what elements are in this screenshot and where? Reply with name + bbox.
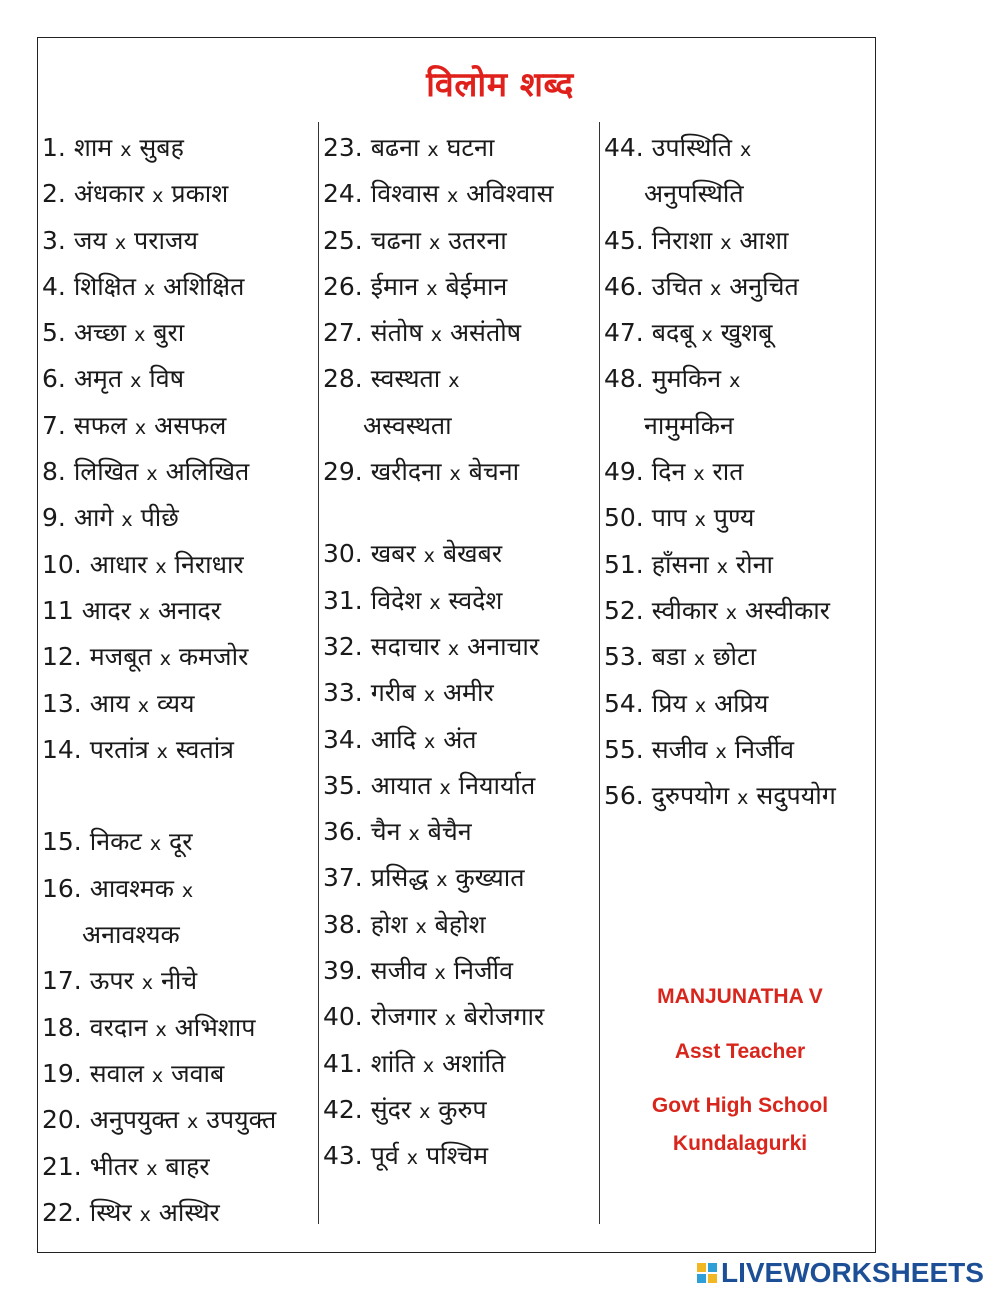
antonym: अनादर <box>157 595 221 625</box>
word: चढना <box>370 225 422 255</box>
word: आवश्मक <box>89 873 174 903</box>
word: आदि <box>370 724 417 754</box>
word-pair <box>323 855 598 901</box>
word: अमृत <box>73 364 123 394</box>
word: अनुपयुक्त <box>89 1105 180 1135</box>
pair-number: 28. <box>323 364 363 394</box>
school-name: Govt High School <box>651 1094 829 1117</box>
word-pair <box>42 1190 317 1236</box>
antonym: अनुचित <box>729 271 799 301</box>
antonym: निर्जीव <box>453 956 513 986</box>
word: शिक्षित <box>73 271 136 301</box>
opposite-separator: x <box>429 591 441 614</box>
word: पाप <box>651 503 687 533</box>
antonym: बुरा <box>153 318 185 348</box>
opposite-separator: x <box>693 648 706 671</box>
opposite-separator: x <box>139 1203 151 1226</box>
antonym: पीछे <box>140 503 179 533</box>
antonym: अभिशाप <box>174 1012 256 1042</box>
word: उचित <box>651 271 703 301</box>
antonym: स्वतांत्र <box>175 734 234 764</box>
pair-number: 29. <box>323 457 363 487</box>
antonym: बेरोजगार <box>463 1002 545 1032</box>
word: ऊपर <box>89 966 134 996</box>
pair-number: 44. <box>604 133 644 162</box>
word-pair <box>323 948 598 994</box>
word-pair-continued <box>42 912 317 958</box>
antonym: जवाब <box>171 1058 225 1088</box>
word-pair <box>323 171 598 217</box>
pair-number: 50. <box>604 503 644 533</box>
word-pair <box>42 218 317 264</box>
antonym: सुबह <box>139 133 184 162</box>
word-pair <box>323 670 598 716</box>
word-pair <box>604 264 874 310</box>
word-pair-continued <box>604 171 874 217</box>
pair-number: 47. <box>604 318 644 348</box>
antonym: सदुपयोग <box>756 781 836 811</box>
word-column-3 <box>604 125 874 819</box>
antonym: अशांति <box>442 1048 506 1078</box>
pair-number: 24. <box>323 179 363 209</box>
word: अंधकार <box>73 179 145 209</box>
spacer <box>323 495 598 531</box>
word-pair <box>604 356 874 402</box>
antonym: निर्जीव <box>734 734 794 764</box>
spacer <box>42 773 317 819</box>
opposite-separator: x <box>423 730 436 753</box>
opposite-separator: x <box>155 555 167 578</box>
opposite-separator: x <box>134 416 147 439</box>
antonym: बेहोश <box>434 909 486 939</box>
pair-number: 19. <box>42 1058 82 1088</box>
author-role: Asst Teacher <box>674 1040 806 1063</box>
word-pair <box>42 1144 317 1190</box>
column-divider <box>599 122 600 1224</box>
pair-number: 17. <box>42 966 82 996</box>
pair-number: 43. <box>323 1141 363 1171</box>
antonym: पराजय <box>134 225 198 255</box>
word-pair <box>323 624 598 670</box>
antonym: बाहर <box>165 1151 210 1181</box>
word: रोजगार <box>370 1002 437 1032</box>
antonym: कमजोर <box>178 642 249 672</box>
pair-number: 20. <box>42 1105 82 1135</box>
pair-number: 39. <box>323 956 363 986</box>
opposite-separator: x <box>134 324 146 347</box>
word: शांति <box>370 1048 415 1078</box>
watermark-text: LIVEWORKSHEETS <box>721 1257 984 1288</box>
word-pair <box>323 578 598 624</box>
word: शाम <box>73 133 113 162</box>
word-pair <box>604 125 874 171</box>
pair-number: 10. <box>42 549 82 579</box>
antonym: असफल <box>154 410 227 440</box>
opposite-separator: x <box>181 879 194 902</box>
word: आगे <box>73 503 114 533</box>
word: प्रिय <box>651 688 687 718</box>
opposite-separator: x <box>715 740 727 763</box>
opposite-separator: x <box>187 1111 199 1134</box>
opposite-separator: x <box>716 555 728 578</box>
opposite-separator: x <box>447 637 460 660</box>
opposite-separator: x <box>422 1054 435 1077</box>
pair-number: 21. <box>42 1151 82 1181</box>
word: निकट <box>89 827 142 857</box>
word-pair <box>42 1097 317 1143</box>
word: आधार <box>89 549 148 579</box>
word-pair-continued <box>323 403 598 449</box>
antonym: अविश्वास <box>466 179 554 209</box>
word-pair <box>323 994 598 1040</box>
pair-number: 41. <box>323 1048 363 1078</box>
opposite-separator: x <box>694 509 706 532</box>
antonym: दूर <box>169 827 193 857</box>
word: पूर्व <box>370 1141 399 1171</box>
word-pair <box>323 531 598 577</box>
antonym: अनावश्यक <box>82 920 180 950</box>
pair-number: 18. <box>42 1012 82 1042</box>
word: जय <box>73 225 107 255</box>
antonym: रोना <box>735 549 773 579</box>
opposite-separator: x <box>423 684 435 707</box>
word-pair <box>604 727 874 773</box>
word-pair <box>42 958 317 1004</box>
antonym: अमीर <box>442 678 494 708</box>
word-pair <box>42 403 317 449</box>
word: हाँसना <box>651 549 709 579</box>
pair-number: 46. <box>604 271 644 301</box>
word-pair <box>42 495 317 541</box>
antonym: अलिखित <box>165 457 250 487</box>
word-pair <box>42 310 317 356</box>
antonym: उपयुक्त <box>206 1105 277 1135</box>
opposite-separator: x <box>151 1064 164 1087</box>
word: गरीब <box>370 678 416 708</box>
antonym: पश्चिम <box>425 1141 489 1171</box>
word-pair <box>42 264 317 310</box>
pair-number: 32. <box>323 631 363 661</box>
pair-number: 49. <box>604 457 644 487</box>
word: संतोष <box>370 318 423 348</box>
word: विदेश <box>370 585 422 615</box>
pair-number: 42. <box>323 1094 363 1124</box>
word: सफल <box>73 410 127 440</box>
pair-number: 25. <box>323 225 363 255</box>
opposite-separator: x <box>428 231 441 254</box>
pair-number: 2. <box>42 179 66 209</box>
word-pair <box>323 264 598 310</box>
school-location: Kundalagurki <box>672 1132 808 1155</box>
word: आय <box>89 688 130 718</box>
word: सुंदर <box>370 1094 412 1124</box>
word: उपस्थिति <box>651 133 733 162</box>
word-pair <box>42 634 317 680</box>
word: बडा <box>651 642 686 672</box>
pair-number: 37. <box>323 863 363 893</box>
opposite-separator: x <box>419 1100 431 1123</box>
word-pair <box>604 495 874 541</box>
opposite-separator: x <box>423 545 435 568</box>
antonym: छोटा <box>713 642 757 672</box>
word: खरीदना <box>370 457 442 487</box>
antonym: स्वदेश <box>448 585 503 615</box>
word-pair <box>323 809 598 855</box>
antonym: कुख्यात <box>455 863 525 893</box>
word: बदबू <box>651 318 694 348</box>
antonym: बेचैन <box>427 817 472 847</box>
word-pair <box>323 1087 598 1133</box>
opposite-separator: x <box>152 185 164 208</box>
word: विश्वास <box>370 179 439 209</box>
pair-number: 36. <box>323 817 363 847</box>
antonym: अप्रिय <box>714 688 769 718</box>
opposite-separator: x <box>143 277 156 300</box>
word-pair <box>42 588 317 634</box>
antonym: खुशबू <box>720 318 773 348</box>
word: बढना <box>370 133 420 162</box>
word-column-2 <box>323 125 598 1180</box>
pair-number: 5. <box>42 318 66 348</box>
word: चैन <box>370 817 401 847</box>
word-pair <box>42 866 317 912</box>
word-pair <box>42 1051 317 1097</box>
pair-number: 22. <box>42 1197 82 1227</box>
antonym: अस्वस्थता <box>363 410 452 440</box>
word: स्वीकार <box>651 595 718 625</box>
opposite-separator: x <box>446 185 459 208</box>
word-column-1 <box>42 125 317 1236</box>
opposite-separator: x <box>427 139 439 161</box>
antonym: अशिक्षित <box>163 271 245 301</box>
word-pair <box>42 681 317 727</box>
opposite-separator: x <box>120 139 132 161</box>
word-pair <box>42 449 317 495</box>
opposite-separator: x <box>159 648 171 671</box>
word-pair <box>42 819 317 865</box>
pair-number: 12. <box>42 642 82 672</box>
opposite-separator: x <box>737 787 749 810</box>
word: वरदान <box>89 1012 148 1042</box>
word-pair <box>323 218 598 264</box>
word-pair <box>604 218 874 264</box>
opposite-separator: x <box>138 601 151 624</box>
pair-number: 40. <box>323 1002 363 1032</box>
pair-number: 45. <box>604 225 644 255</box>
opposite-separator: x <box>444 1008 456 1031</box>
word: दिन <box>651 457 686 487</box>
pair-number: 35. <box>323 770 363 800</box>
word: सजीव <box>651 734 708 764</box>
liveworksheets-icon <box>697 1263 717 1283</box>
opposite-separator: x <box>408 823 420 846</box>
word-pair <box>604 310 874 356</box>
word: स्थिर <box>89 1197 132 1227</box>
word: होश <box>370 909 408 939</box>
word-pair <box>604 634 874 680</box>
antonym: नियार्यात <box>458 770 536 800</box>
word-pair <box>604 542 874 588</box>
word-pair <box>42 171 317 217</box>
antonym: असंतोष <box>449 318 522 348</box>
word: दुरुपयोग <box>651 781 730 811</box>
word: प्रसिद्ध <box>370 863 429 893</box>
pair-number: 7. <box>42 410 66 440</box>
word-pair <box>323 449 598 495</box>
antonym: उतरना <box>448 225 507 255</box>
word-pair <box>42 356 317 402</box>
antonym: आशा <box>739 225 789 255</box>
word-pair <box>323 310 598 356</box>
word: आदर <box>81 595 131 625</box>
pair-number: 6. <box>42 364 66 394</box>
word-pair <box>42 1005 317 1051</box>
antonym: अस्थिर <box>158 1197 220 1227</box>
word: निराशा <box>651 225 713 255</box>
word: स्वस्थता <box>370 364 441 394</box>
opposite-separator: x <box>430 324 442 347</box>
word-pair <box>42 727 317 773</box>
pair-number: 52. <box>604 595 644 625</box>
opposite-separator: x <box>725 601 737 624</box>
pair-number: 31. <box>323 585 363 615</box>
word: भीतर <box>89 1151 139 1181</box>
opposite-separator: x <box>448 370 460 393</box>
antonym: पुण्य <box>713 503 755 533</box>
opposite-separator: x <box>449 463 461 486</box>
opposite-separator: x <box>720 231 732 254</box>
word: सजीव <box>370 956 427 986</box>
pair-number: 15. <box>42 827 82 857</box>
antonym: अस्वीकार <box>744 595 830 625</box>
opposite-separator: x <box>137 694 149 717</box>
pair-number: 30. <box>323 539 363 569</box>
opposite-separator: x <box>415 915 427 938</box>
opposite-separator: x <box>739 139 752 161</box>
antonym: घटना <box>446 133 495 162</box>
word-pair <box>604 681 874 727</box>
antonym: व्यय <box>156 688 195 718</box>
pair-number: 26. <box>323 271 363 301</box>
word: सवाल <box>89 1058 144 1088</box>
pair-number: 23. <box>323 133 363 162</box>
pair-number: 16. <box>42 873 82 903</box>
word: मजबूत <box>89 642 152 672</box>
word-pair <box>323 356 598 402</box>
antonym: बेचना <box>468 457 520 487</box>
pair-number: 9. <box>42 503 66 533</box>
opposite-separator: x <box>130 370 142 393</box>
antonym: अनाचार <box>467 631 540 661</box>
opposite-separator: x <box>121 509 133 532</box>
antonym: अंत <box>443 724 477 754</box>
worksheet-title: विलोम शब्द <box>426 65 574 105</box>
word: मुमकिन <box>651 364 722 394</box>
pair-number: 54. <box>604 688 644 718</box>
opposite-separator: x <box>155 1018 167 1041</box>
word-pair <box>42 542 317 588</box>
opposite-separator: x <box>141 972 153 995</box>
word: सदाचार <box>370 631 440 661</box>
antonym: नामुमकिन <box>644 410 734 440</box>
word: ईमान <box>370 271 419 301</box>
opposite-separator: x <box>406 1147 419 1170</box>
pair-number: 55. <box>604 734 644 764</box>
antonym: नीचे <box>160 966 198 996</box>
opposite-separator: x <box>434 962 446 985</box>
antonym: अनुपस्थिति <box>644 179 744 209</box>
antonym: विष <box>149 364 185 394</box>
opposite-separator: x <box>436 869 448 892</box>
antonym: रात <box>712 457 744 487</box>
antonym: प्रकाश <box>171 179 229 209</box>
pair-number: 1. <box>42 133 66 162</box>
word-pair <box>323 763 598 809</box>
pair-number: 13. <box>42 688 82 718</box>
antonym: निराधार <box>174 549 244 579</box>
pair-number: 38. <box>323 909 363 939</box>
opposite-separator: x <box>114 231 127 254</box>
opposite-separator: x <box>146 463 158 486</box>
opposite-separator: x <box>701 324 713 347</box>
word-pair <box>604 773 874 819</box>
author-name: MANJUNATHA V <box>657 985 823 1008</box>
pair-number: 51. <box>604 549 644 579</box>
pair-number: 11 <box>42 595 74 625</box>
word-pair <box>323 1133 598 1179</box>
opposite-separator: x <box>149 833 162 856</box>
antonym: बेखबर <box>442 539 503 569</box>
word-pair <box>323 1041 598 1087</box>
opposite-separator: x <box>729 370 741 393</box>
opposite-separator: x <box>694 694 707 717</box>
word-pair-continued <box>604 403 874 449</box>
word: आयात <box>370 770 432 800</box>
opposite-separator: x <box>439 776 451 799</box>
column-divider <box>318 122 319 1224</box>
pair-number: 14. <box>42 734 82 764</box>
opposite-separator: x <box>693 463 705 486</box>
opposite-separator: x <box>146 1157 158 1180</box>
pair-number: 27. <box>323 318 363 348</box>
word-pair <box>323 902 598 948</box>
pair-number: 33. <box>323 678 363 708</box>
word-pair <box>323 125 598 171</box>
opposite-separator: x <box>709 277 722 300</box>
pair-number: 3. <box>42 225 66 255</box>
pair-number: 8. <box>42 457 66 487</box>
word-pair <box>604 449 874 495</box>
word-pair <box>604 588 874 634</box>
word-pair <box>323 717 598 763</box>
word: खबर <box>370 539 416 569</box>
liveworksheets-logo <box>697 1257 984 1289</box>
word: परतांत्र <box>89 734 149 764</box>
antonym: कुरुप <box>438 1094 487 1124</box>
word-pair <box>42 125 317 171</box>
pair-number: 48. <box>604 364 644 394</box>
opposite-separator: x <box>156 740 168 763</box>
pair-number: 56. <box>604 781 644 811</box>
word: अच्छा <box>73 318 127 348</box>
pair-number: 4. <box>42 271 66 301</box>
word: लिखित <box>73 457 139 487</box>
opposite-separator: x <box>426 277 438 300</box>
antonym: बेईमान <box>445 271 508 301</box>
pair-number: 34. <box>323 724 363 754</box>
pair-number: 53. <box>604 642 644 672</box>
